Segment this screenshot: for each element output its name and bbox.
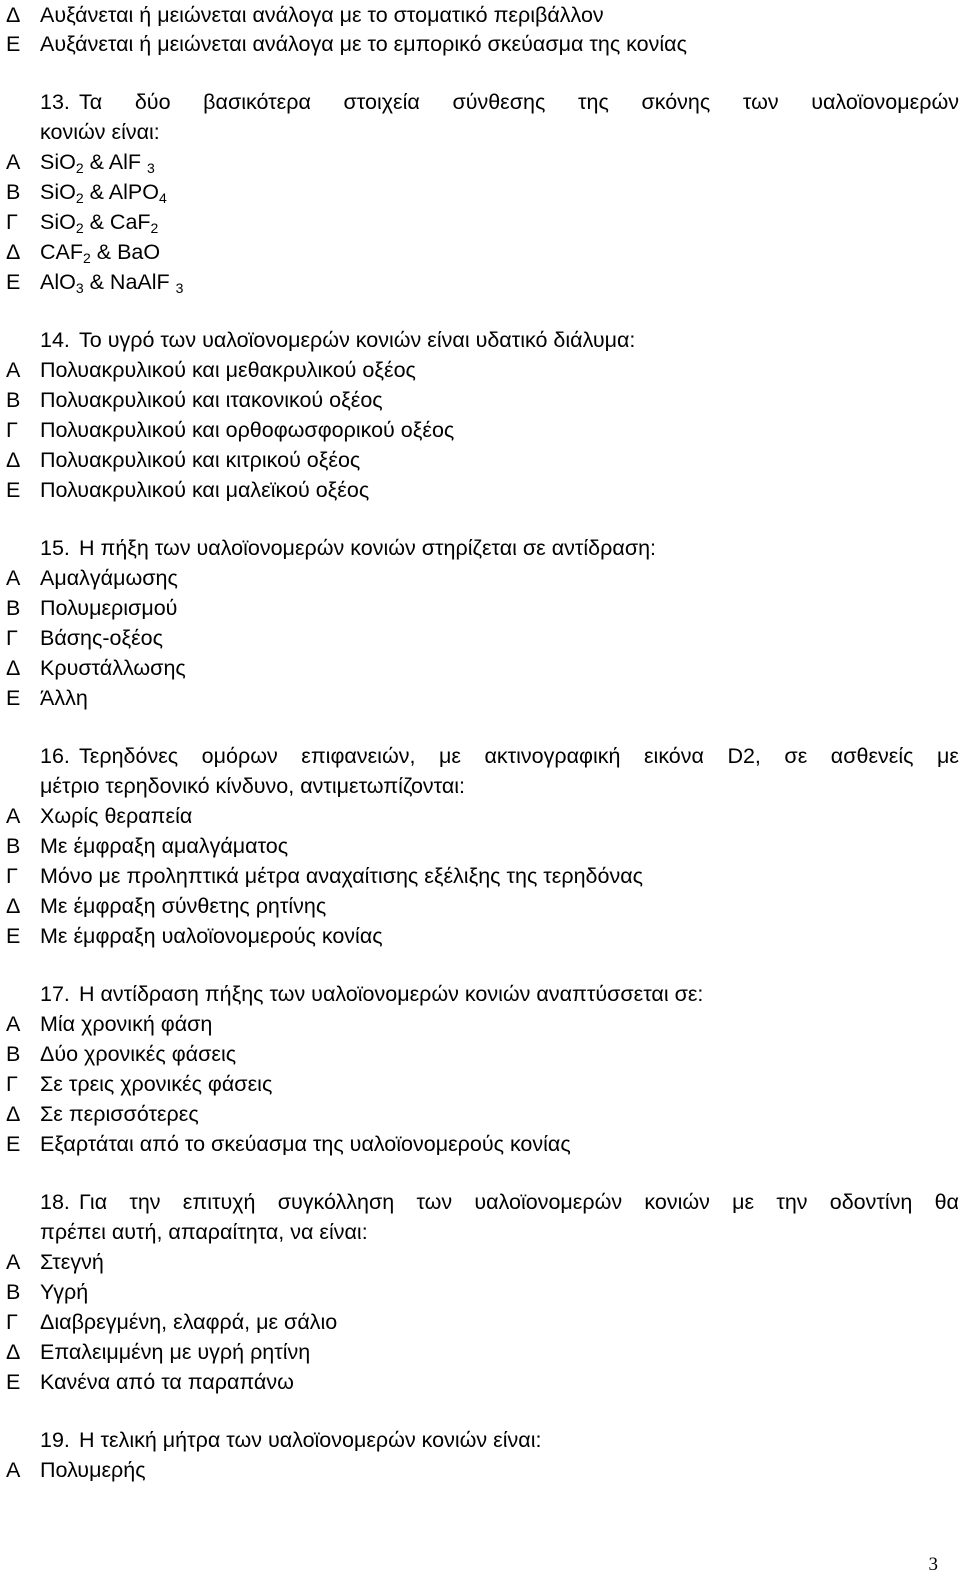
option-letter: Δ — [6, 240, 21, 264]
option-letter: Ε — [6, 1132, 21, 1156]
option-text: Με έμφραξη σύνθετης ρητίνης — [40, 894, 327, 918]
option-letter: Α — [6, 1012, 21, 1036]
option-letter: Α — [6, 358, 21, 382]
option-text: Με έμφραξη υαλοϊονομερούς κονίας — [40, 924, 383, 948]
option-text: Μία χρονική φάση — [40, 1012, 213, 1036]
option-text: Εξαρτάται από το σκεύασμα της υαλοϊονομερούς κονίας — [40, 1132, 571, 1156]
option-letter: Β — [6, 180, 21, 204]
option-letter: Ε — [6, 32, 21, 56]
question-text: κονιών είναι: — [40, 120, 160, 144]
option-letter: Γ — [6, 418, 18, 442]
option-text: Σε περισσότερες — [40, 1102, 199, 1126]
option-letter: Ε — [6, 270, 21, 294]
option-text: Αμαλγάμωσης — [40, 566, 178, 590]
question-text: Η πήξη των υαλοϊονομερών κονιών στηρίζεται σε αντίδραση: — [79, 536, 657, 560]
option-text: Αυξάνεται ή μειώνεται ανάλογα με το εμπορικό σκεύασμα της κονίας — [40, 32, 687, 56]
option-letter: Δ — [6, 3, 21, 27]
question-text: Για την επιτυχή συγκόλληση των υαλοϊονομερών κονιών με την οδοντίνη θα — [79, 1190, 959, 1214]
option-text: Άλλη — [40, 686, 88, 710]
option-letter: Α — [6, 150, 21, 174]
option-letter: Γ — [6, 626, 18, 650]
option-letter: Γ — [6, 210, 18, 234]
option-letter: Ε — [6, 686, 21, 710]
question-text: Τερηδόνες ομόρων επιφανειών, με ακτινογραφική εικόνα D2, σε ασθενείς με — [79, 744, 959, 768]
option-text: SiO$_2$ & AlPO$_4$ — [40, 180, 167, 206]
question-number: 14. — [40, 328, 70, 352]
option-letter: Γ — [6, 1072, 18, 1096]
question-text: Το υγρό των υαλοϊονομερών κονιών είναι υδατικό διάλυμα: — [79, 328, 636, 352]
option-letter: Β — [6, 596, 21, 620]
option-letter: Β — [6, 1280, 21, 1304]
option-letter: Α — [6, 566, 21, 590]
option-text: Πολυακρυλικού και ορθοφωσφορικού οξέος — [40, 418, 455, 442]
question-number: 18. — [40, 1190, 70, 1214]
option-text: Διαβρεγμένη, ελαφρά, με σάλιο — [40, 1310, 338, 1334]
option-text: Μόνο με προληπτικά μέτρα αναχαίτισης εξέλιξης της τερηδόνας — [40, 864, 644, 888]
option-letter: Β — [6, 388, 21, 412]
option-letter: Δ — [6, 656, 21, 680]
option-text: Κανένα από τα παραπάνω — [40, 1370, 294, 1394]
option-text: Πολυμερισμού — [40, 596, 178, 620]
option-letter: Γ — [6, 864, 18, 888]
question-text: Τα δύο βασικότερα στοιχεία σύνθεσης της σκόνης των υαλοϊονομερών — [79, 90, 959, 114]
option-text: Πολυακρυλικού και ιτακονικού οξέος — [40, 388, 383, 412]
option-text: Επαλειμμένη με υγρή ρητίνη — [40, 1340, 311, 1364]
option-text: Σε τρεις χρονικές φάσεις — [40, 1072, 273, 1096]
question-number: 16. — [40, 744, 70, 768]
option-text: Χωρίς θεραπεία — [40, 804, 193, 828]
option-letter: Δ — [6, 1102, 21, 1126]
option-text: Πολυακρυλικού και μεθακρυλικού οξέος — [40, 358, 416, 382]
option-letter: Ε — [6, 478, 21, 502]
option-letter: Δ — [6, 448, 21, 472]
option-text: Στεγνή — [40, 1250, 104, 1274]
option-letter: Δ — [6, 1340, 21, 1364]
option-text: $CAF_2$ & BaO — [40, 240, 161, 266]
option-text: Πολυμερής — [40, 1458, 146, 1482]
question-number: 15. — [40, 536, 70, 560]
option-text: Πολυακρυλικού και κιτρικού οξέος — [40, 448, 361, 472]
option-text: Πολυακρυλικού και μαλεϊκού οξέος — [40, 478, 370, 502]
option-text: SiO$_2$ & AlF $_3$ — [40, 150, 155, 176]
question-text: Η αντίδραση πήξης των υαλοϊονομερών κονιών αναπτύσσεται σε: — [79, 982, 704, 1006]
question-text: πρέπει αυτή, απαραίτητα, να είναι: — [40, 1220, 368, 1244]
question-number: 17. — [40, 982, 70, 1006]
option-letter: Δ — [6, 894, 21, 918]
option-text: Βάσης-οξέος — [40, 626, 164, 650]
option-letter: Α — [6, 1250, 21, 1274]
option-text: Υγρή — [40, 1280, 89, 1304]
page-number: 3 — [928, 1554, 938, 1575]
question-number: 19. — [40, 1428, 70, 1452]
option-letter: Β — [6, 834, 21, 858]
option-text: Με έμφραξη αμαλγάματος — [40, 834, 289, 858]
option-text: AlO$_3$ & NaAlF $_3$ — [40, 270, 184, 296]
option-text: Κρυστάλλωσης — [40, 656, 186, 680]
question-text: Η τελική μήτρα των υαλοϊονομερών κονιών είναι: — [79, 1428, 542, 1452]
option-letter: Β — [6, 1042, 21, 1066]
option-text: SiO$_2$ & CaF$_2$ — [40, 210, 159, 236]
option-letter: Ε — [6, 924, 21, 948]
question-text: μέτριο τερηδονικό κίνδυνο, αντιμετωπίζονται: — [40, 774, 466, 798]
option-letter: Α — [6, 804, 21, 828]
option-letter: Α — [6, 1458, 21, 1482]
option-letter: Γ — [6, 1310, 18, 1334]
option-text: Αυξάνεται ή μειώνεται ανάλογα με το στοματικό περιβάλλον — [40, 3, 604, 27]
option-letter: Ε — [6, 1370, 21, 1394]
option-text: Δύο χρονικές φάσεις — [40, 1042, 237, 1066]
question-number: 13. — [40, 90, 70, 114]
